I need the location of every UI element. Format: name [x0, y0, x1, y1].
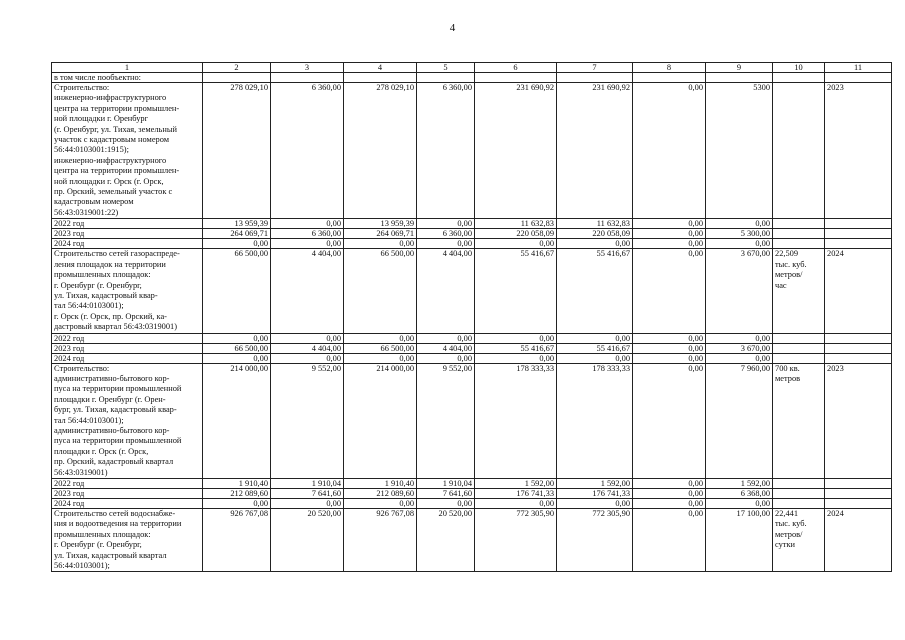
- column-number: 2: [203, 63, 271, 73]
- year-value: 0,00: [417, 499, 475, 509]
- column-number: 3: [271, 63, 344, 73]
- year-value: 212 089,60: [344, 489, 417, 499]
- year-value: 0,00: [706, 499, 773, 509]
- year-value: 0,00: [706, 239, 773, 249]
- year-value: [825, 353, 892, 363]
- year-value: 5 300,00: [706, 229, 773, 239]
- year-label: 2024 год: [52, 499, 203, 509]
- year-value: [773, 353, 825, 363]
- year-value: 1 910,04: [271, 479, 344, 489]
- year-value: 0,00: [417, 239, 475, 249]
- column-number: 6: [475, 63, 557, 73]
- year-value: [825, 343, 892, 353]
- year-value: 176 741,33: [557, 489, 633, 499]
- year-value: 0,00: [271, 333, 344, 343]
- year-value: 0,00: [271, 239, 344, 249]
- project-name: Строительство: инженерно-инфраструктурного центра на территории промышлен- ной площадки г. Оренбург (г. Оренбург, ул. Тихая, земельный участок с кадастровым номером 56:44:0103001:1915); инженерно-инфраструктурного центра на территории промышлен- ной площадки г. Орск (г. Орск, пр. Орский, земельный участок с кадастровым номером 56:43:0319001:22): [52, 83, 203, 219]
- year-label: 2023 год: [52, 229, 203, 239]
- year-value: 1 592,00: [475, 479, 557, 489]
- year-label: 2023 год: [52, 489, 203, 499]
- year-value: 11 632,83: [557, 219, 633, 229]
- project-value: 2023: [825, 363, 892, 478]
- column-number: 11: [825, 63, 892, 73]
- year-value: 264 069,71: [203, 229, 271, 239]
- intro-row: [52, 73, 892, 83]
- column-number: 7: [557, 63, 633, 73]
- year-value: 0,00: [271, 353, 344, 363]
- project-value: 7 960,00: [706, 363, 773, 478]
- project-row: [52, 249, 892, 333]
- year-value: 0,00: [344, 353, 417, 363]
- year-value: 220 058,09: [557, 229, 633, 239]
- column-number-row: [52, 63, 892, 73]
- project-value: 2024: [825, 249, 892, 333]
- year-row: [52, 219, 892, 229]
- project-value: 22,509 тыс. куб. метров/ час: [773, 249, 825, 333]
- project-value: 55 416,67: [557, 249, 633, 333]
- project-value: 772 305,90: [557, 509, 633, 572]
- project-value: 9 552,00: [271, 363, 344, 478]
- year-value: [825, 479, 892, 489]
- year-value: 1 910,04: [417, 479, 475, 489]
- column-number: 10: [773, 63, 825, 73]
- page-number: 4: [449, 22, 456, 34]
- year-value: 7 641,60: [417, 489, 475, 499]
- project-value: 55 416,67: [475, 249, 557, 333]
- year-value: [773, 499, 825, 509]
- year-value: 3 670,00: [706, 343, 773, 353]
- project-value: 278 029,10: [344, 83, 417, 219]
- project-value: 4 404,00: [271, 249, 344, 333]
- project-row: [52, 509, 892, 572]
- year-value: [773, 239, 825, 249]
- year-label: 2023 год: [52, 343, 203, 353]
- project-value: 0,00: [633, 509, 706, 572]
- project-name: Строительство: административно-бытового кор- пуса на территории промышленной площадки г. Оренбург (г. Орен- бург, ул. Тихая, кадастровый квар- тал 56:44:0103001); административно-бытового кор- пуса на территории промышленной площадки г. Орск (г. Орск, пр. Орский, кадастровый квартал 56:43:0319001): [52, 363, 203, 478]
- intro-label: в том числе пообъектно:: [52, 73, 203, 83]
- year-value: 13 959,39: [344, 219, 417, 229]
- project-value: [773, 83, 825, 219]
- year-value: 0,00: [271, 499, 344, 509]
- year-value: 0,00: [203, 499, 271, 509]
- year-value: 0,00: [475, 333, 557, 343]
- year-value: 0,00: [706, 219, 773, 229]
- project-value: 6 360,00: [271, 83, 344, 219]
- year-value: 55 416,67: [557, 343, 633, 353]
- year-value: 0,00: [706, 333, 773, 343]
- year-value: [773, 479, 825, 489]
- project-value: 214 000,00: [344, 363, 417, 478]
- project-value: 926 767,08: [203, 509, 271, 572]
- year-value: 176 741,33: [475, 489, 557, 499]
- year-row: [52, 229, 892, 239]
- project-value: 2024: [825, 509, 892, 572]
- year-value: [773, 333, 825, 343]
- year-value: 0,00: [344, 333, 417, 343]
- project-value: 20 520,00: [271, 509, 344, 572]
- project-value: 772 305,90: [475, 509, 557, 572]
- year-value: 0,00: [475, 239, 557, 249]
- year-label: 2022 год: [52, 479, 203, 489]
- year-label: 2024 год: [52, 239, 203, 249]
- project-value: 214 000,00: [203, 363, 271, 478]
- project-value: 178 333,33: [557, 363, 633, 478]
- project-value: 6 360,00: [417, 83, 475, 219]
- project-value: 278 029,10: [203, 83, 271, 219]
- project-value: 0,00: [633, 249, 706, 333]
- year-row: [52, 479, 892, 489]
- project-value: 20 520,00: [417, 509, 475, 572]
- year-value: 220 058,09: [475, 229, 557, 239]
- year-value: 4 404,00: [417, 343, 475, 353]
- year-value: [773, 229, 825, 239]
- year-row: [52, 489, 892, 499]
- year-value: 0,00: [271, 219, 344, 229]
- year-value: [773, 489, 825, 499]
- year-value: 0,00: [417, 333, 475, 343]
- year-value: 0,00: [633, 219, 706, 229]
- project-value: 3 670,00: [706, 249, 773, 333]
- year-value: 4 404,00: [271, 343, 344, 353]
- year-value: 11 632,83: [475, 219, 557, 229]
- year-value: 13 959,39: [203, 219, 271, 229]
- project-value: 22,441 тыс. куб. метров/ сутки: [773, 509, 825, 572]
- project-value: 231 690,92: [557, 83, 633, 219]
- project-value: 926 767,08: [344, 509, 417, 572]
- year-value: 0,00: [633, 333, 706, 343]
- year-value: 0,00: [417, 219, 475, 229]
- year-value: 0,00: [557, 239, 633, 249]
- year-label: 2024 год: [52, 353, 203, 363]
- project-row: [52, 363, 892, 478]
- project-value: 2023: [825, 83, 892, 219]
- year-value: 0,00: [557, 353, 633, 363]
- project-value: 4 404,00: [417, 249, 475, 333]
- column-number: 9: [706, 63, 773, 73]
- year-value: 0,00: [557, 333, 633, 343]
- year-value: 6 368,00: [706, 489, 773, 499]
- year-value: 0,00: [633, 499, 706, 509]
- year-row: [52, 343, 892, 353]
- column-number: 8: [633, 63, 706, 73]
- year-label: 2022 год: [52, 219, 203, 229]
- year-row: [52, 353, 892, 363]
- year-value: 0,00: [633, 239, 706, 249]
- year-value: 0,00: [344, 239, 417, 249]
- year-value: 1 592,00: [557, 479, 633, 489]
- year-value: 1 910,40: [344, 479, 417, 489]
- year-value: [825, 333, 892, 343]
- year-value: 212 089,60: [203, 489, 271, 499]
- year-value: 0,00: [203, 353, 271, 363]
- project-value: 231 690,92: [475, 83, 557, 219]
- year-value: [773, 343, 825, 353]
- year-value: 1 910,40: [203, 479, 271, 489]
- year-value: 0,00: [633, 353, 706, 363]
- year-value: [773, 219, 825, 229]
- project-value: 5300: [706, 83, 773, 219]
- column-number: 5: [417, 63, 475, 73]
- year-value: 264 069,71: [344, 229, 417, 239]
- year-row: [52, 333, 892, 343]
- project-value: 66 500,00: [203, 249, 271, 333]
- year-value: 7 641,60: [271, 489, 344, 499]
- project-name: Строительство сетей водоснабже- ния и водоотведения на территории промышленных площадок: г. Оренбург (г. Оренбург, ул. Тихая, кадастровый квартал 56:44:0103001);: [52, 509, 203, 572]
- year-value: 0,00: [203, 333, 271, 343]
- year-value: 0,00: [633, 343, 706, 353]
- project-value: 66 500,00: [344, 249, 417, 333]
- year-value: [825, 489, 892, 499]
- project-value: 17 100,00: [706, 509, 773, 572]
- year-value: 0,00: [557, 499, 633, 509]
- year-value: 0,00: [633, 489, 706, 499]
- year-value: 6 360,00: [271, 229, 344, 239]
- year-value: [825, 239, 892, 249]
- column-number: 1: [52, 63, 203, 73]
- project-value: 178 333,33: [475, 363, 557, 478]
- project-value: 9 552,00: [417, 363, 475, 478]
- project-name: Строительство сетей газораспреде- ления площадок на территории промышленных площадок: г. Оренбург (г. Оренбург, ул. Тихая, кадастровый квар- тал 56:44:0103001); г. Орск (г. Орск, пр. Орский, ка- дастровый квартал 56:43:0319001): [52, 249, 203, 333]
- project-value: 700 кв. метров: [773, 363, 825, 478]
- year-row: [52, 239, 892, 249]
- year-value: 66 500,00: [344, 343, 417, 353]
- table-body: [52, 63, 892, 572]
- year-value: [825, 499, 892, 509]
- year-value: 0,00: [633, 479, 706, 489]
- project-value: 0,00: [633, 363, 706, 478]
- year-value: [825, 219, 892, 229]
- project-value: 0,00: [633, 83, 706, 219]
- year-row: [52, 499, 892, 509]
- year-value: 0,00: [475, 353, 557, 363]
- year-value: 66 500,00: [203, 343, 271, 353]
- project-row: [52, 83, 892, 219]
- year-value: [825, 229, 892, 239]
- year-value: 0,00: [344, 499, 417, 509]
- year-value: 6 360,00: [417, 229, 475, 239]
- year-value: 0,00: [633, 229, 706, 239]
- year-value: 0,00: [475, 499, 557, 509]
- year-value: 1 592,00: [706, 479, 773, 489]
- year-value: 55 416,67: [475, 343, 557, 353]
- year-value: 0,00: [706, 353, 773, 363]
- year-label: 2022 год: [52, 333, 203, 343]
- investment-table: [51, 62, 892, 572]
- year-value: 0,00: [417, 353, 475, 363]
- column-number: 4: [344, 63, 417, 73]
- year-value: 0,00: [203, 239, 271, 249]
